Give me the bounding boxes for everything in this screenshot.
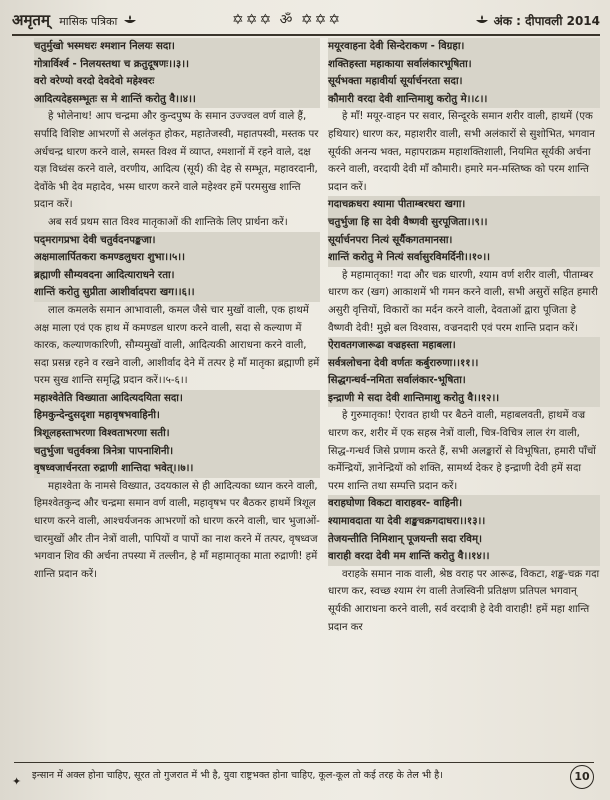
verse-line: गदाचक्रधरा श्यामा पीताम्बरधरा खगा। [328,196,600,214]
verse-line: हिमकुन्देन्दुसदृशा महावृषभवाहिनी। [34,407,320,425]
verse-line: सूर्यभक्ता महावीर्या सूर्यार्चनरता सदा। [328,73,600,91]
translation-paragraph: महाश्वेता के नामसे विख्यात, उदयकाल से ही आदित्यका ध्यान करने वाली, हिमश्वेतकुन्द और चन्द्रमा समान वर्ण वाली, महावृषभ पर बैठकर हाथमें त्रिशूल धारण करने वाली, आश्चर्यजनक आभरणों को धारण करने वाली, चार भुजाओं-चारमुखों और तीन नेत्रों वाली, पापियों व पापों का नाश करने में तत्पर, वृषध्वज भगवान शिव की अर्चना तपस्या में तल्लीन, हे माँ महामातृका माता रुद्राणी! हमें शान्ति प्रदान करें। [34,480,320,580]
page-header [12,8,600,36]
left-column [34,38,320,583]
translation-paragraph: अब सर्व प्रथम सात विश्व मातृकाओं की शान्तिके लिए प्रार्थना करें। [48,216,288,228]
page-number: 10 [570,765,594,789]
diya-lamp-icon [123,15,137,25]
translation-paragraph: लाल कमलके समान आभावाली, कमल जैसे चार मुखों वाली, एक हाथमें अक्ष माला एवं एक हाथ में कमण्डल धारण करने वाली, सदा से कल्याण में कारक, कल्याणकारिणी, सौम्यमुखों वाली, आदित्यकी आराधना करने वाली, सदा प्रसन्न रहने व रखने वाली, आशीर्वाद देने में तत्पर हे माँ मातृका ब्रह्माणी हमें परम सुख शान्ति समृद्धि प्रदान करें।।५-६।। [34,304,320,387]
verse-line: वृषध्वजार्चनरता रुद्राणी शान्तिदा भवेत्।।७।। [34,460,320,478]
om-ornament: ✡✡✡ ॐ ✡✡✡ [232,12,343,28]
issue-label [475,12,600,29]
verse-line: ब्रह्माणी सौम्यवदना आदित्याराधने रता। [34,267,320,285]
right-column [328,38,600,636]
verse-line: गोत्रार्विर्श्व - निलयस्तथा च क्रतुदूषणः।।३।। [34,56,320,74]
verse-line: सिद्धगन्धर्व-नमिता सर्वालंकार-भूषिता। [328,372,600,390]
verse-line: इन्द्राणी मे सदा देवी शान्तिमाशु करोतु वै।।१२।। [328,390,600,408]
issue-text: अंक : दीपावली 2014 [493,14,600,28]
verse-line: शान्तिं करोतु मे नित्यं सर्वासुरविमर्दिनी।।१०।। [328,249,600,267]
verse-line: मयूरवाहना देवी सिन्देराकण - विग्रहा। [328,38,600,56]
verse-line: सूर्यार्चनपरा नित्यं सूर्यैकगतमानसा। [328,232,600,250]
diya-lamp-icon [475,15,489,25]
verse-line: चतुर्मुखो भस्मधरः श्मशान निलयः सदा। [34,38,320,56]
verse-line: शक्तिहस्ता महाकाया सर्वालंकारभूषिता। [328,56,600,74]
verse-line: पद्‌मरागप्रभा देवी चतुर्वदनपङ्कजा। [34,232,320,250]
diya-lamp-icon: ✦ [12,775,22,788]
translation-paragraph: हे भोलेनाथ! आप चन्द्रमा और कुन्दपुष्प के समान उज्ज्वल वर्ण वाले हैं, सर्पादि विशिष्ट आभरणों से अलंकृत होकर, महातेजस्वी, महातपस्वी, मस्तक पर अर्धचन्द्र धारण करने वाले, समस्त विश्व में व्याप्त, श्मशानों में रहने वाले, दक्ष यज्ञ विध्वंस करने वाले, वरणीय, आदित्य (सूर्य) की देह से सम्भूत, महावरदानी, देवोंके भी देव महादेव, भस्म धारण करने वाले महेश्वर हमें परमसुख शान्ति प्रदान करें। [34,111,319,211]
translation-paragraph: वराहके समान नाक वाली, श्रेष्ठ वराह पर आरूढ, विकटा, शङ्ख-चक्र गदा धारण कर, स्वच्छ श्याम रंग वाली तेजस्विनी प्रतिक्षण प्रतिपल भगवान् सूर्यकी आराधना करने वाली, सर्व वरदात्री हे देवी वाराही! हमें महा शान्ति प्रदान कर [328,568,600,633]
translation-paragraph: हे माँ! मयूर-वाहन पर सवार, सिन्दूरके समान शरीर वाली, हाथमें (एक हथियार) धारण कर, महाशरीर वाली, सभी अलंकारों से सुशोभित, भगवान सूर्यकी अनन्य भक्त, महापराक्रम महाशक्तिशाली, नियमित सूर्यकी अर्चना करने वाली, वरदायी देवी माँ कौमारी। हमारे मन-मस्तिष्क को परम शान्ति प्रदान करें। [328,111,595,193]
verse-line: ऐरावतगजारूढा वज्रहस्ता महाबला। [328,337,600,355]
verse-line: वरो वरेण्यो वरदो देवदेवो महेश्वरः [34,73,320,91]
verse-line: वाराही वरदा देवी मम शान्तिं करोतु वै।।१४।। [328,548,600,566]
verse-line: कौमारी वरदा देवी शान्तिमाशु करोतु मे।।८।। [328,91,600,109]
translation-paragraph: हे गुरुमातृका! ऐरावत हाथी पर बैठने वाली, महाबलवती, हाथमें वज्र धारण कर, शरीर में एक सहस्र नेत्रों वाली, चित्र-विचित्र लाल रंग वाली, सिद्ध-गन्धर्व जिसे प्रणाम करते हैं, सभी अलङ्कारों से विभूषिता, हमारी पाँचों कर्मेन्द्रियों, ज्ञानेन्द्रियों को शक्ति, सामर्थ्य देकर हे इन्द्राणी देवी हमें सदा परम शान्ति तथा सम्पत्ति प्रदान करें। [328,410,596,492]
translation-paragraph: हे महामातृका! गदा और चक्र धारणी, श्याम वर्ण शरीर वाली, पीताम्बर धारण कर (खग) आकाशमें भी गमन करने वाली, सभी असुरों सहित हमारी असुरी वृत्तियों, विकारों का मर्दन करने वाली, देवताओं द्वारा पूजिता हे वैष्णवी देवी! मुझे बल विश्वास, वज्रनदारी एवं परम शान्ति प्रदान करें। [328,269,598,334]
verse-line: अक्षमालार्पितकरा कमण्डलुधरा शुभा।।५।। [34,249,320,267]
verse-line: शान्तिं करोतु सुप्रीता आशीर्वादपरा खग।।६।। [34,284,320,302]
verse-line: त्रिशूलहस्ताभरणा विश्वताभरणा सती। [34,425,320,443]
verse-line: महाश्वेतेति विख्याता आदित्यदयिता सदा। [34,390,320,408]
verse-line: वराहघोणा विकटा वाराहवर- वाहिनी। [328,495,600,513]
magazine-title: अमृतम् [12,11,50,29]
verse-line: श्यामावदाता या देवी शङ्खचक्रगदाधरा।।१३।। [328,513,600,531]
footer-quote: इन्सान में अक्ल होना चाहिए, सूरत तो गुजरात में भी है, युवा राष्ट्रभक्त होना चाहिए, कूल-कूल तो कई तरह के तेल भी है। [32,770,443,781]
verse-line: सर्वत्रलोचना देवी वर्णतः कर्बुरारुणा।।११।। [328,355,600,373]
masthead [12,10,137,30]
verse-line: आदित्यदेहसम्भूतः स मे शान्तिं करोतु वै।।४।। [34,91,320,109]
verse-line: चतुर्भुजा चतुर्वक्त्रा त्रिनेत्रा पापनाशिनी। [34,443,320,461]
verse-line: चतुर्भुजा हि सा देवी वैष्णवी सुरपूजिता।।९।। [328,214,600,232]
verse-line: तेजयन्तीति निमिशान् पूजयन्ती सदा रविम्। [328,531,600,549]
page-footer [14,762,594,788]
magazine-subtitle: मासिक पत्रिका [59,15,118,28]
